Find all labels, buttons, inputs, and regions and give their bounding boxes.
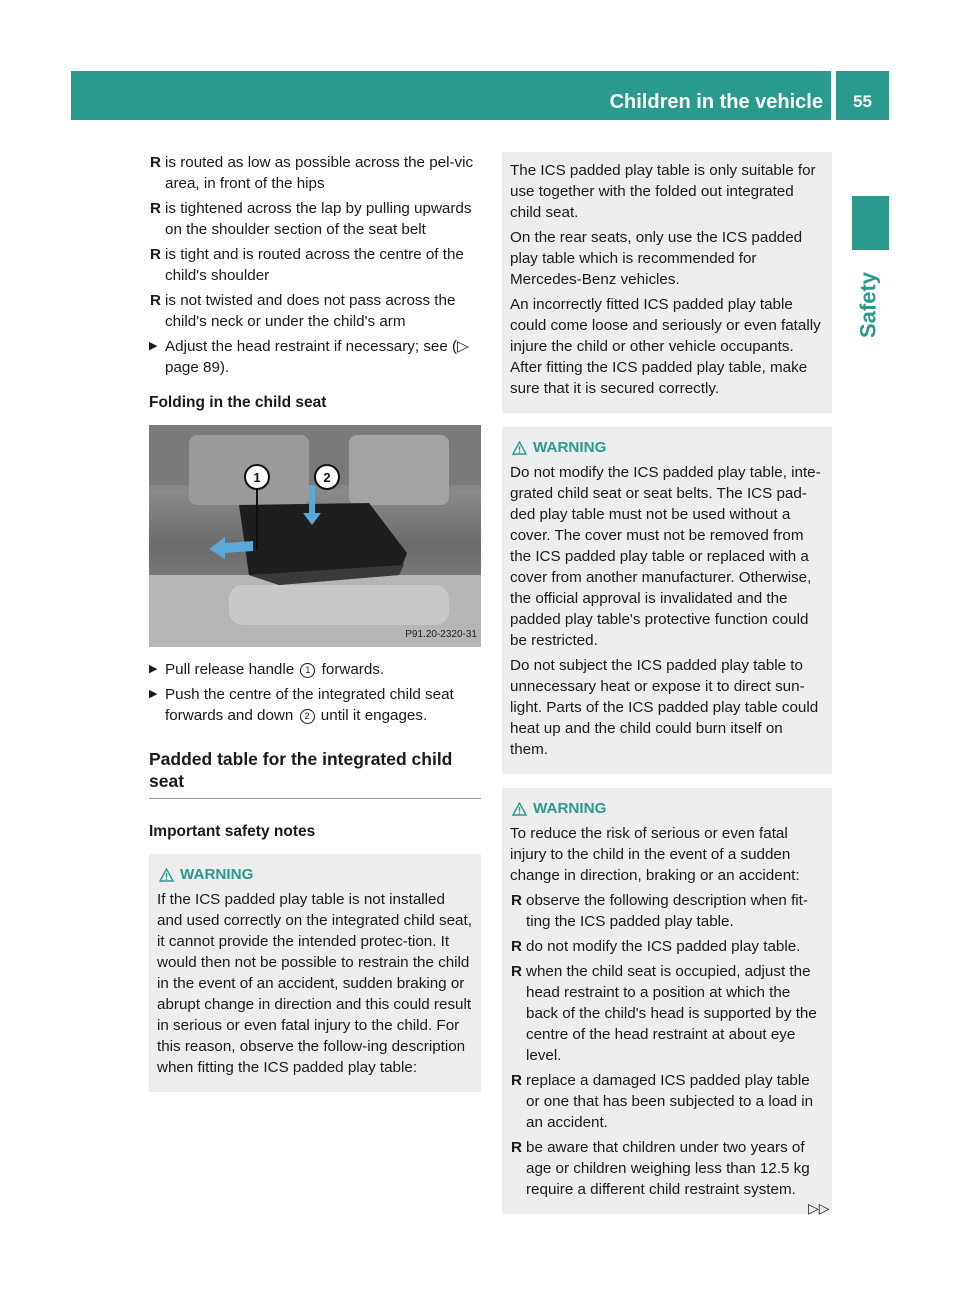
step-arrow-icon: ▶ [149,688,158,700]
warning-triangle-icon [159,868,174,882]
warning-paragraph: Do not subject the ICS padded play table to unnecessary heat or expose it to direct sun-light. Parts of the ICS padded play table could heat up and the child could burn itself on them. [510,657,819,758]
bullet-icon: R [150,292,161,309]
warning-box-3 [502,788,832,1214]
list-item: R is not twisted and does not pass across the child's neck or under the child's arm [150,292,456,330]
child-seat-illustration [149,425,481,647]
bullet-icon: R [511,1072,522,1089]
bullet-icon: R [511,1139,522,1156]
callout-2-label: 2 [323,470,331,485]
list-item: R do not modify the ICS padded play table. [511,938,801,955]
warning-box-2 [502,427,832,774]
warning-paragraph: Do not modify the ICS padded play table, inte-grated child seat or seat belts. The ICS pad-ded play table must not be used without a cover. The cover must not be removed from the ICS padded play table or replaced with a cover from another manufacturer. Otherwise, the official approval is invalidated and the padded play table's protective function could be restricted. [510,464,821,649]
callout-2-ref: 2 [300,709,315,724]
warning-heading: WARNING [510,437,824,458]
warning-intro: To reduce the risk of serious or even fatal injury to the child in the event of a sudden change in direction, braking or an accident: [510,825,800,884]
image-code: P91.20-2320-31 [405,629,477,640]
page-reference-link[interactable]: Adjust the head restraint if necessary; see (▷ page 89). [165,338,469,376]
info-paragraph: On the rear seats, only use the ICS padded play table which is recommended for Mercedes-Benz vehicles. [510,229,803,288]
list-item: R when the child seat is occupied, adjust the head restraint to a position at which the back of the child's head is supported by the centre of the head restraint at about eye level. [511,963,817,1064]
callout-1-label: 1 [253,470,261,485]
warning-triangle-icon [512,441,527,455]
list-item: R observe the following description when fit-ting the ICS padded play table. [511,892,808,930]
bullet-icon: R [511,938,522,955]
left-column [149,152,481,1106]
list-item: R be aware that children under two years of age or children weighing less than 12.5 kg require a different child restraint system. [511,1139,810,1198]
folding-heading: Folding in the child seat [149,394,327,411]
chapter-title: Children in the vehicle [609,91,823,113]
bullet-icon: R [150,246,161,263]
section-heading: Padded table for the integrated child seat [149,748,481,799]
child-seat-photo [149,425,481,647]
subsection-heading: Important safety notes [149,823,316,840]
continue-icon: ▷▷ [808,1200,830,1216]
info-paragraph: The ICS padded play table is only suitable for use together with the folded out integrated child seat. [510,162,816,221]
list-item: R is tightened across the lap by pulling upwards on the shoulder section of the seat belt [150,200,472,238]
callout-1-ref: 1 [300,663,315,678]
warning-heading: WARNING [510,798,824,819]
side-tab-label: Safety [855,271,881,338]
list-item: R replace a damaged ICS padded play table or one that has been subjected to a load in an accident. [511,1072,814,1131]
bullet-icon: R [511,963,522,980]
list-item: R is tight and is routed across the centre of the child's shoulder [150,246,464,284]
warning-triangle-icon [512,802,527,816]
warning-text: If the ICS padded play table is not installed and used correctly on the integrated child seat, it cannot provide the intended protec-tion. It would then not be possible to restrain the child in the event of an accident, sudden braking or abrupt change in direction and this could result in serious or even fatal injury to the child. For this reason, observe the follow-ing description when fitting the ICS padded play table: [157,891,472,1076]
step-push-seat: ▶ Push the centre of the integrated child seat forwards and down 2 until it engages. [149,686,454,724]
bullet-icon: R [511,892,522,909]
info-box [502,152,832,413]
header-bar [71,71,831,120]
bullet-icon: R [150,200,161,217]
list-item: R is routed as low as possible across the pel-vic area, in front of the hips [150,154,474,192]
warning-box-1 [149,854,481,1092]
bullet-icon: R [150,154,161,171]
info-paragraph: An incorrectly fitted ICS padded play table could come loose and seriously or even fatally injure the child or other vehicle occupants. After fitting the ICS padded play table, make sure that it is secured correctly. [510,296,821,397]
step-arrow-icon: ▶ [149,340,158,352]
step-arrow-icon: ▶ [149,663,158,675]
right-column [502,152,832,1228]
side-tab-marker [852,196,889,250]
step-adjust-head-restraint [149,336,481,378]
warning-heading: WARNING [157,864,473,885]
page-number: 55 [836,71,889,120]
step-pull-handle: ▶ Pull release handle 1 forwards. [149,661,385,678]
